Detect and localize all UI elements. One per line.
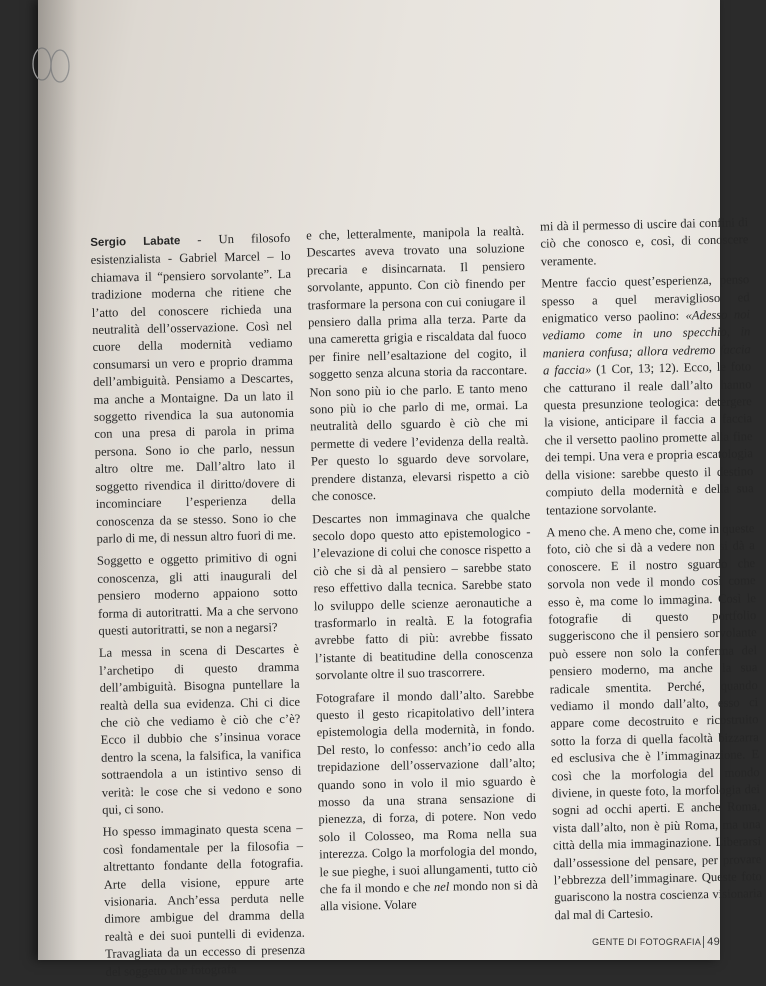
paragraph: Soggetto e oggetto primitivo di ogni conoscenza, gli atti inaugurali del pensiero moderno appaiono sotto forma di autoritratti. Ma a che servono questi autoritratti, se non a negarsi? [96, 550, 299, 638]
paragraph: A meno che. A meno che, come in queste foto, ciò che si dà a vedere non si dà a conoscere. E il nostro sguardo che sorvola non vede il mondo così come esso è, ma come lo immagina. Così le fotografie di questo portfolio suggeriscono che il pensiero sorvolante può essere non solo la conferma del pensiero moderno, ma anche la sua radicale smentita. Perché, quando vediamo il mondo dall’alto, esso ci appare come decostruito e ricostruito sotto la forza di quella facoltà bizzarra ed esclusiva che è l’immaginazione. E così che la morfologia del mondo diviene, in queste foto, la morfologia dei sogni ad occhi aperti. E anche Roma, vista dall’alto, non è più Roma, ma una città della mia immaginazione. Liberarsi dall’ossessione del pensare, per provare l’ebbrezza dell’immaginare. Queste foto guariscono la nostra coscienza visionaria dal mal di Cartesio. [546, 521, 763, 923]
page-number: 49 [703, 936, 720, 948]
page-footer [580, 936, 720, 948]
paragraph: mi dà il permesso di uscire dai confini di ciò che conosco e, così, di conoscere veramente. [539, 215, 749, 269]
column-3 [540, 214, 763, 929]
bible-quote: «Adesso noi vediamo come in uno specchio, in maniera confusa; allora vedremo faccia a faccia» [542, 307, 751, 378]
paragraph [90, 230, 297, 548]
column-2 [306, 223, 538, 921]
italic-word: nel [433, 879, 450, 894]
paragraph [316, 685, 539, 916]
paragraph [541, 271, 754, 519]
decorative-rings-icon [38, 42, 98, 102]
paragraph: Ho spesso immaginato questa scena – così fondamentale per la filosofia – altrettanto fondante della fotografia. Arte della visione, eppure arte visionaria. Anch’essa perduta nelle dimore ambigue del dramma della realtà e dei suoi puntelli di evidenza. Travagliata da un eccesso di presenza del soggetto che fotografa [102, 821, 306, 979]
magazine-page [38, 0, 763, 979]
paragraph: La messa in scena di Descartes è l’archetipo di questo dramma dell’ambiguità. Bisogna puntellare la realtà della sua evidenza. Chi ci dice che ciò che vediamo è ciò che c’è? Ecco il dubbio che s’insinua vorace dentro la scena, la falsifica, la vanifica sottraendola a un istintivo senso di verità: le cose che si vedono e sono qui, ci sono. [98, 642, 302, 817]
magazine-name: GENTE DI FOTOGRAFIA [592, 937, 702, 947]
paragraph: e che, letteralmente, manipola la realtà. Descartes aveva trovato una soluzione precaria e disincarnata. Il pensiero sorvolante, appunto. Con ciò finendo per trasformare la persona con cui coniugare il pensiero dalla prima alla terza. Parte da una cameretta grigia e riscaldata dal fuoco per finire nell’esaltazione del cogito, il soggetto senza alcuna storia da raccontare. Non sono più io che parlo. E tanto meno sono più io che parlo di me, ormai. La neutralità dello sguardo è ciò che mi permette di vedere l’evidenza della realtà. Per questo lo sguardo deve sorvolare, prendere distanza, elevarsi rispetto a ciò che conosce. [306, 223, 530, 504]
column-1 [90, 230, 306, 986]
paragraph-text: Mentre faccio quest’esperienza, penso spesso a quel meraviglioso ed enigmatico verso paolino: [541, 272, 750, 326]
paragraph-text: mondo non si dà alla visione. Volare [320, 877, 538, 914]
paragraph: Descartes non immaginava che qualche secolo dopo questo atto epistemologico - l’elevazione di colui che conosce rispetto a ciò che si dà al pensiero – sarebbe stato reso effettivo dalla tecnica. Sarebbe stato lo sviluppo delle scienze aeronautiche a trasformarlo in realtà. E la fotografia avrebbe fatto di più: avrebbe fissato l’istante di beatitudine della conoscenza sorvolante oltre il suo trascorrere. [311, 507, 534, 683]
paragraph-text: - Un filosofo esistenzialista - Gabriel Marcel – lo chiamava il “pensiero sorvolante”. La tradizione moderna che ritiene che l’atto del conoscere richieda una neutralità dell’osservazione. Così nel cuore della modernità vediamo consumarsi un vero e proprio dramma dell’ambiguità. Pensiamo a Descartes, ma anche a Montaigne. Da un lato il soggetto rivendica la sua autonomia con una presa di parola in prima persona. Sono io che parlo, nessun altro oltre me. Dall’altro lato il soggetto rivendica il diritto/dovere di incominciare l’esperienza della conoscenza da se stesso. Sono io che parlo di me, di nessun altro fuori di me. [90, 230, 297, 546]
author-name: Sergio Labate [90, 235, 181, 249]
paragraph-text: (1 Cor, 13; 12). Ecco, le foto che catturano il reale dall’alto hanno questa presunzione teologica: detergere la visione, anticipare il faccia a faccia che il versetto paolino promette alla fine dei tempi. Una vera e propria escatologia della visione: sarebbe questo il destino compiuto della modernità e della sua tentazione sorvolante. [543, 359, 754, 518]
paragraph-text: Fotografare il mondo dall’alto. Sarebbe questo il gesto ricapitolativo dell’intera epistemologia della modernità, in fondo. Del resto, lo confesso: anch’io cedo alla trepidazione dell’osservazione dall’alto; quando sono in volo il mio sguardo è mosso da una strana sensazione di pienezza, di forza, di potere. Non vedo solo il Colosseo, ma Roma nella sua interezza. Colgo la morfologia del mondo, le sue pieghe, i suoi allungamenti, tutto ciò che fa il mondo e che [315, 686, 538, 897]
